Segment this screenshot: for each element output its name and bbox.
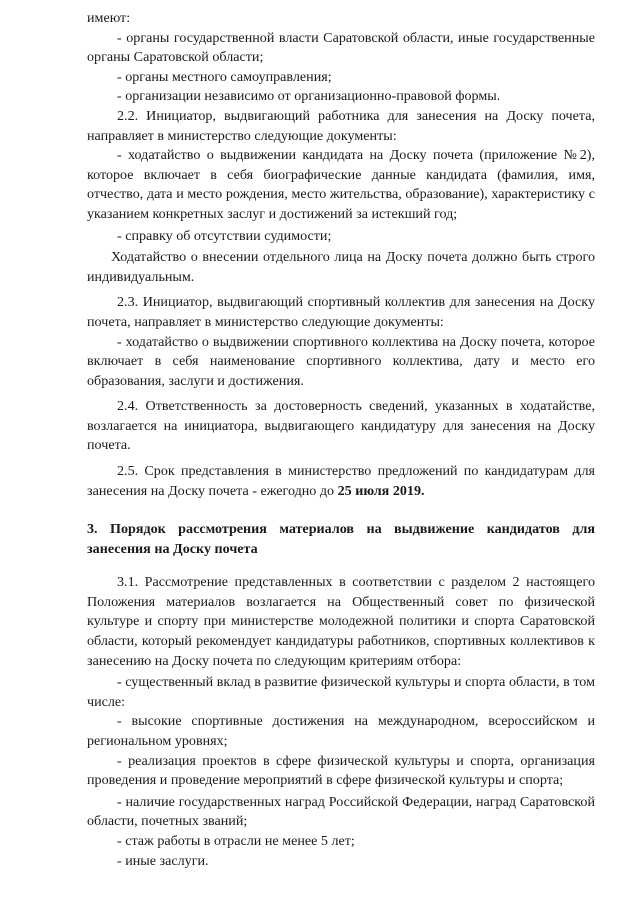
paragraph-2-5: [87, 462, 595, 501]
criterion-work-experience: - стаж работы в отрасли не менее 5 лет;: [117, 832, 355, 849]
deadline-date: 25 июля 2019.: [337, 482, 425, 499]
criterion-awards: - наличие государственных наград Российской Федерации, наград Саратовской области, почетных званий;: [87, 793, 595, 830]
list-item-state-authorities: - органы государственной власти Саратовской области, иные государственные органы Саратовской области;: [87, 29, 595, 66]
criterion-sport-achievements: - высокие спортивные достижения на международном, всероссийском и региональном уровнях;: [87, 713, 595, 749]
paragraph-2-5-text: 2.5. Срок представления в министерство предложений по кандидатурам для занесения на Доску почета - ежегодно до: [87, 463, 595, 499]
list-item-petition-candidate: - ходатайство о выдвижении кандидата на Доску почета (приложение №2), которое включает в себя биографические данные кандидата (фамилия, имя, отчество, дата и место рождения, место жительства, образование), характеристику с указанием конкретных заслуг и достижений за истекший год;: [87, 147, 595, 222]
list-item-organizations: - организации независимо от организационно-правовой формы.: [117, 88, 501, 105]
criterion-contribution: - существенный вклад в развитие физической культуры и спорта области, в том числе:: [87, 674, 595, 710]
paragraph-2-4: 2.4. Ответственность за достоверность сведений, указанных в ходатайстве, возлагается на инициатора, выдвигающего кандидатуру для занесения на Доску почета.: [87, 398, 595, 454]
criterion-other-merits: - иные заслуги.: [117, 852, 209, 869]
document-body: [87, 9, 595, 871]
paragraph-2-3: 2.3. Инициатор, выдвигающий спортивный коллектив для занесения на Доску почета, направляет в министерство следующие документы:: [87, 294, 595, 330]
list-item-petition-team: - ходатайство о выдвижении спортивного коллектива на Доску почета, которое включает в себя наименование спортивного коллектива, дату и место его образования, заслуги и достижения.: [87, 333, 595, 389]
paragraph-2-2: 2.2. Инициатор, выдвигающий работника для занесения на Доску почета, направляет в министерство следующие документы:: [87, 107, 595, 144]
criterion-projects: - реализация проектов в сфере физической культуры и спорта, организация проведения и проведение мероприятий в сфере физической культуры и спорта;: [87, 752, 595, 789]
paragraph-individual-petition: Ходатайство о внесении отдельного лица на Доску почета должно быть строго индивидуальным.: [87, 249, 595, 285]
section-3-heading: 3. Порядок рассмотрения материалов на выдвижение кандидатов для занесения на Доску почета: [87, 521, 595, 558]
list-item-local-government: - органы местного самоуправления;: [117, 68, 332, 85]
paragraph-3-1: 3.1. Рассмотрение представленных в соответствии с разделом 2 настоящего Положения материалов возлагается на Общественный совет по физической культуре и спорту при министерстве молодежной политики и спорта Саратовской области, который рекомендует кандидатуры работников, спортивных коллективов к занесению на Доску почета по следующим критериям отбора:: [87, 574, 595, 669]
paragraph-intro: имеют:: [87, 10, 131, 26]
list-item-criminal-record: - справку об отсутствии судимости;: [117, 227, 332, 244]
